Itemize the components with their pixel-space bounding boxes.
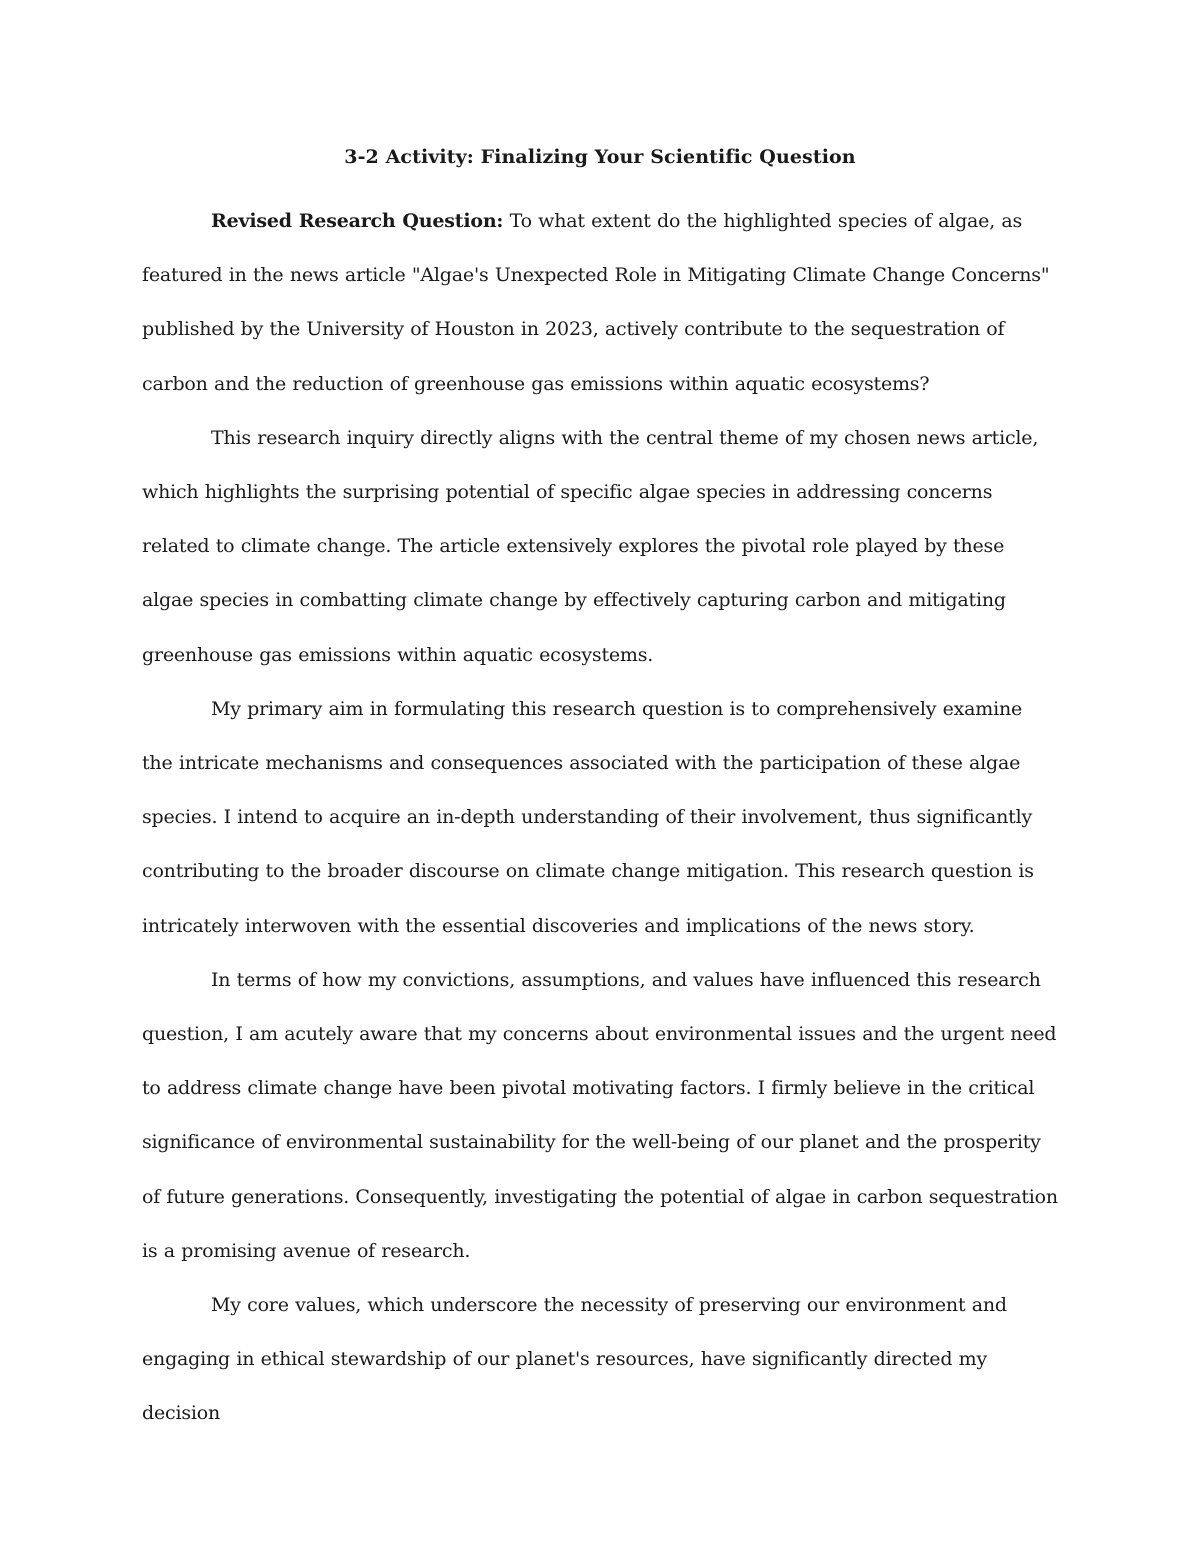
research-question-text: To what extent do the highlighted species of algae, as featured in the news article "Algae's Unexpected Role in Mitigating Climate Change Concerns" published by the University of Houston in 2023, actively contribute to the sequestration of carbon and the reduction of greenhouse gas emissions within aquatic ecosystems?	[142, 210, 1050, 395]
paragraph-convictions: In terms of how my convictions, assumptions, and values have influenced this research question, I am acutely aware that my concerns about environmental issues and the urgent need to address climate change have been pivotal motivating factors. I firmly believe in the critical significance of environmental sustainability for the well-being of our planet and the prosperity of future generations. Consequently, investigating the potential of algae in carbon sequestration is a promising avenue of research.	[142, 968, 1058, 1262]
paragraph-alignment: This research inquiry directly aligns with the central theme of my chosen news article, which highlights the surprising potential of specific algae species in addressing concerns related to climate change. The article extensively explores the pivotal role played by these algae species in combatting climate change by effectively capturing carbon and mitigating greenhouse gas emissions within aquatic ecosystems.	[142, 426, 1039, 666]
document-title: 3-2 Activity: Finalizing Your Scientific Question	[344, 146, 856, 168]
paragraph-aim: My primary aim in formulating this research question is to comprehensively examine the intricate mechanisms and consequences associated with the participation of these algae species. I intend to acquire an in-depth understanding of their involvement, thus significantly contributing to the broader discourse on climate change mitigation. This research question is intricately interwoven with the essential discoveries and implications of the news story.	[142, 697, 1034, 937]
document-body	[142, 140, 1058, 1441]
paragraph-research-question	[142, 194, 1058, 411]
paragraph-core-values: My core values, which underscore the necessity of preserving our environment and engaging in ethical stewardship of our planet's resources, have significantly directed my decision	[142, 1294, 1007, 1425]
research-question-label: Revised Research Question:	[211, 210, 504, 232]
